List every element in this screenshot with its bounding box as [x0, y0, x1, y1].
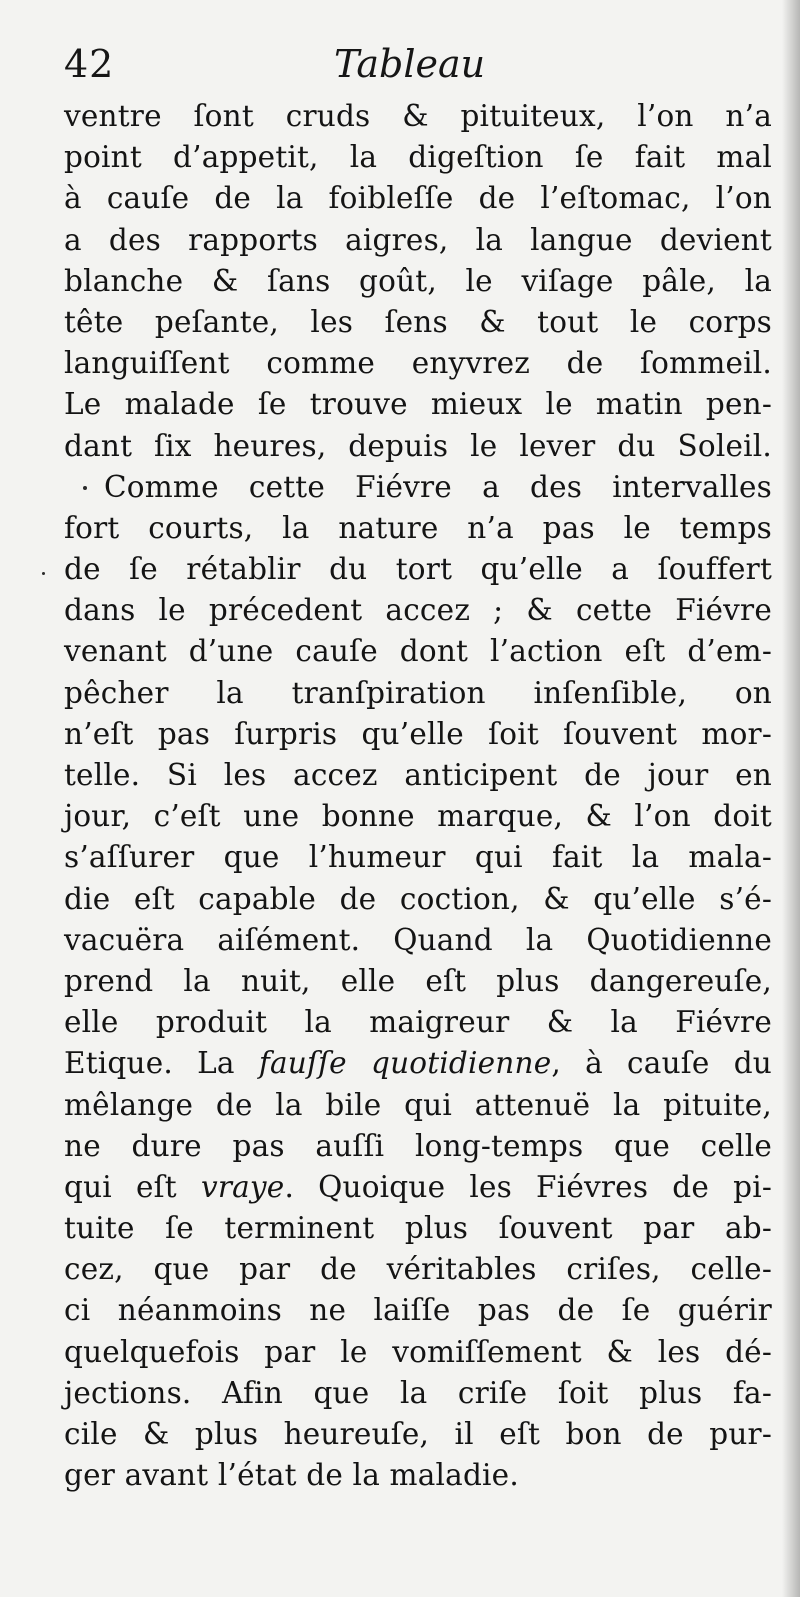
- text-line: cile & plus heureuſe, il eſt bon de pur-: [64, 1417, 772, 1451]
- text-line: prend la nuit, elle eſt plus dangereuſe,: [64, 963, 772, 998]
- text-line: n’eſt pas ſurpris qu’elle ſoit ſouvent mor-: [64, 716, 772, 751]
- text-line: vacuëra aiſément. Quand la Quotidienne: [64, 922, 772, 957]
- text-line: Le malade ſe trouve mieux le matin pen-: [64, 387, 772, 422]
- italic-phrase: fauſſe quotidienne: [258, 1046, 552, 1081]
- page-header: [64, 42, 784, 92]
- text-line: jections. Afin que la criſe ſoit plus fa-: [64, 1375, 772, 1410]
- text-line: dans le précedent accez ; & cette Fiévre: [64, 593, 772, 628]
- text-line: blanche & ſans goût, le viſage pâle, la: [64, 263, 772, 298]
- text-line: die eſt capable de coction, & qu’elle s’é-: [64, 881, 772, 916]
- text-line: fort courts, la nature n’a pas le temps: [64, 510, 772, 545]
- text-line: mêlange de la bile qui attenuë la pituite,: [64, 1087, 772, 1122]
- text-line: cez, que par de véritables criſes, celle-: [64, 1252, 772, 1287]
- text-line: Etique. La fauſſe quotidienne, à cauſe du: [64, 1046, 772, 1081]
- text-line: tête peſante, les ſens & tout le corps: [64, 304, 772, 339]
- ink-speck: [42, 572, 45, 575]
- text-line: pêcher la tranſpiration inſenſible, on: [64, 675, 772, 710]
- text-line: à cauſe de la foibleſſe de l’eſtomac, l’on: [64, 181, 772, 216]
- text-line: Comme cette Fiévre a des intervalles: [104, 469, 772, 504]
- text-line: venant d’une cauſe dont l’action eſt d’em-: [64, 634, 772, 669]
- text-line: quelquefois par le vomiſſement & les dé-: [64, 1334, 772, 1369]
- text-line: ger avant l’état de la maladie.: [64, 1458, 519, 1493]
- page-edge-shadow: [782, 0, 800, 1597]
- text-line: a des rapports aigres, la langue devient: [64, 222, 772, 257]
- page-number: 42: [64, 42, 115, 86]
- text-line: ventre ſont cruds & pituiteux, l’on n’a: [64, 99, 772, 133]
- text-line: telle. Si les accez anticipent de jour en: [64, 758, 772, 792]
- text-line: jour, c’eſt une bonne marque, & l’on doit: [64, 799, 772, 834]
- text-line: elle produit la maigreur & la Fiévre: [64, 1005, 772, 1040]
- text-line: qui eſt vraye. Quoique les Fiévres de pi-: [64, 1169, 772, 1204]
- text-line: languiſſent comme enyvrez de ſommeil.: [64, 346, 772, 381]
- italic-phrase: vraye: [200, 1169, 285, 1204]
- text-line: tuite ſe terminent plus ſouvent par ab-: [64, 1211, 772, 1246]
- ink-speck: [83, 486, 87, 490]
- body-text: [64, 96, 772, 1496]
- running-title: Tableau: [334, 42, 486, 86]
- text-line: de ſe rétablir du tort qu’elle a ſouffert: [64, 552, 772, 587]
- text-line: ne dure pas auſſi long-temps que celle: [64, 1128, 772, 1163]
- text-line: dant ſix heures, depuis le lever du Soleil.: [64, 428, 772, 463]
- text-line: point d’appetit, la digeſtion ſe fait mal: [64, 140, 772, 175]
- text-line: ci néanmoins ne laiſſe pas de ſe guérir: [64, 1293, 772, 1328]
- text-line: s’aſſurer que l’humeur qui fait la mala-: [64, 840, 772, 875]
